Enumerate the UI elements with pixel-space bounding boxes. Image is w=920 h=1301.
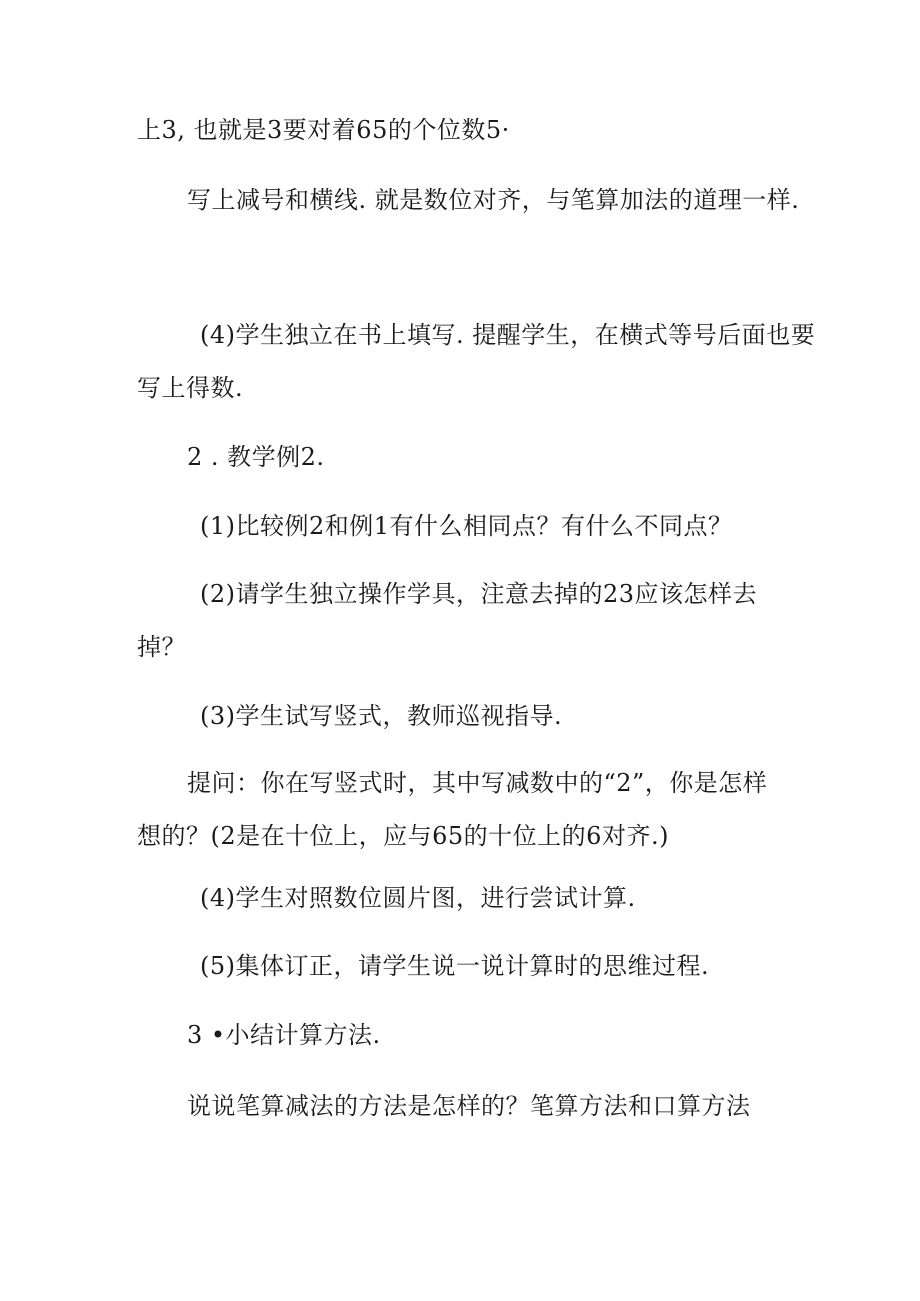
text-line: (3)学生试写竖式，教师巡视指导. — [200, 702, 563, 730]
text-line: (2)请学生独立操作学具，注意去掉的23应该怎样去 — [200, 580, 758, 608]
section-heading: 3 •小结计算方法. — [187, 1021, 381, 1049]
text-line: (1)比较例2和例1有什么相同点？有什么不同点？ — [200, 512, 733, 540]
text-line: (4)学生独立在书上填写. 提醒学生，在横式等号后面也要 — [200, 321, 816, 349]
text-line: 提问：你在写竖式时，其中写减数中的“2”，你是怎样 — [187, 769, 768, 797]
text-line: 说说笔算减法的方法是怎样的？笔算方法和口算方法 — [187, 1092, 751, 1120]
text-line: (5)集体订正，请学生说一说计算时的思维过程. — [200, 952, 710, 980]
text-line: (4)学生对照数位圆片图，进行尝试计算. — [200, 884, 636, 912]
text-line: 写上减号和横线. 就是数位对齐，与笔算加法的道理一样. — [187, 186, 800, 214]
text-line: 写上得数. — [137, 374, 244, 402]
text-line: 上3, 也就是3要对着65的个位数5· — [137, 116, 510, 144]
text-line: 想的？(2是在十位上，应与65的十位上的6对齐.) — [137, 822, 669, 850]
section-heading: 2 . 教学例2. — [187, 443, 325, 471]
text-line: 掉？ — [137, 633, 186, 661]
